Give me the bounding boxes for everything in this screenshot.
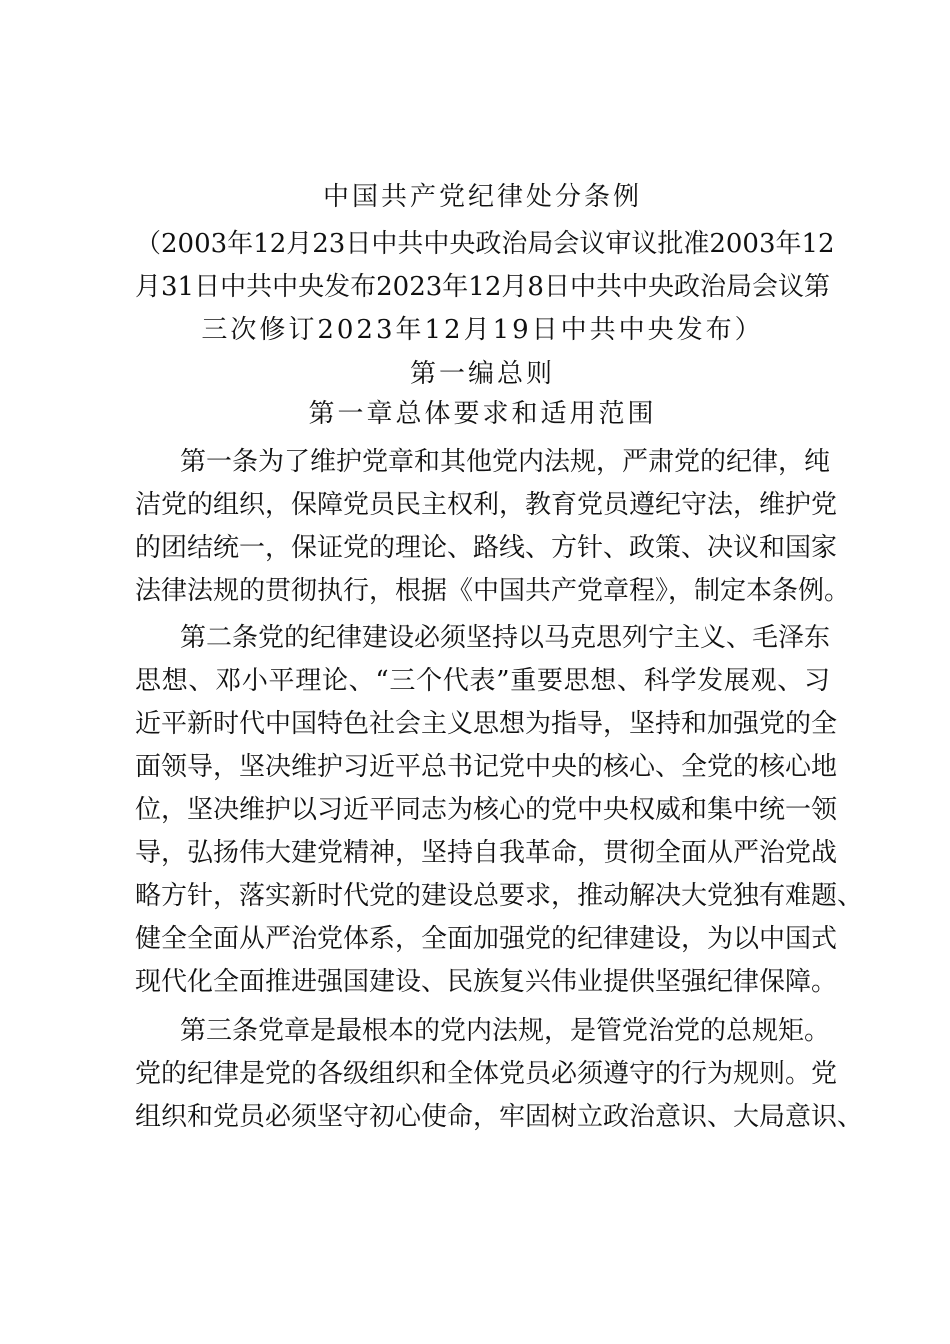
paragraph-line: 导，弘扬伟大建党精神，坚持自我革命，贯彻全面从严治党战 xyxy=(135,838,838,868)
paragraph-line: 党的纪律是党的各级组织和全体党员必须遵守的行为规则。党 xyxy=(135,1059,838,1089)
paragraph-line: 第三条党章是最根本的党内法规，是管党治党的总规矩。 xyxy=(180,1016,831,1046)
subtitle-line: （2003年12月23日中共中央政治局会议审议批准2003年12 xyxy=(135,229,835,259)
paragraph-line: 近平新时代中国特色社会主义思想为指导，坚持和加强党的全 xyxy=(135,709,838,739)
subtitle-line: 三次修订2023年12月19日中共中央发布） xyxy=(201,315,764,345)
chapter-heading: 第一章总体要求和适用范围 xyxy=(308,399,657,429)
paragraph-line: 健全全面从严治党体系，全面加强党的纪律建设，为以中国式 xyxy=(135,924,838,954)
paragraph-line: 第二条党的纪律建设必须坚持以马克思列宁主义、毛泽东 xyxy=(180,623,831,653)
paragraph-line: 面领导，坚决维护习近平总书记党中央的核心、全党的核心地 xyxy=(135,752,838,782)
paragraph-line: 第一条为了维护党章和其他党内法规，严肃党的纪律，纯 xyxy=(180,447,831,477)
paragraph-line: 组织和党员必须坚守初心使命，牢固树立政治意识、大局意识、 xyxy=(135,1102,864,1132)
paragraph-line: 洁党的组织，保障党员民主权利，教育党员遵纪守法，维护党 xyxy=(135,490,838,520)
paragraph-line: 思想、邓小平理论、“三个代表”重要思想、科学发展观、习 xyxy=(135,666,830,696)
paragraph-line: 法律法规的贯彻执行，根据《中国共产党章程》，制定本条例。 xyxy=(135,576,851,606)
subtitle-line: 月31日中共中央发布2023年12月8日中共中央政治局会议第 xyxy=(135,272,830,302)
part-heading: 第一编总则 xyxy=(409,359,555,389)
paragraph-line: 略方针，落实新时代党的建设总要求，推动解决大党独有难题、 xyxy=(135,881,864,911)
document-title: 中国共产党纪律处分条例 xyxy=(322,182,642,212)
paragraph-line: 位，坚决维护以习近平同志为核心的党中央权威和集中统一领 xyxy=(135,795,838,825)
paragraph-line: 现代化全面推进强国建设、民族复兴伟业提供坚强纪律保障。 xyxy=(135,967,838,997)
paragraph-line: 的团结统一，保证党的理论、路线、方针、政策、决议和国家 xyxy=(135,533,838,563)
